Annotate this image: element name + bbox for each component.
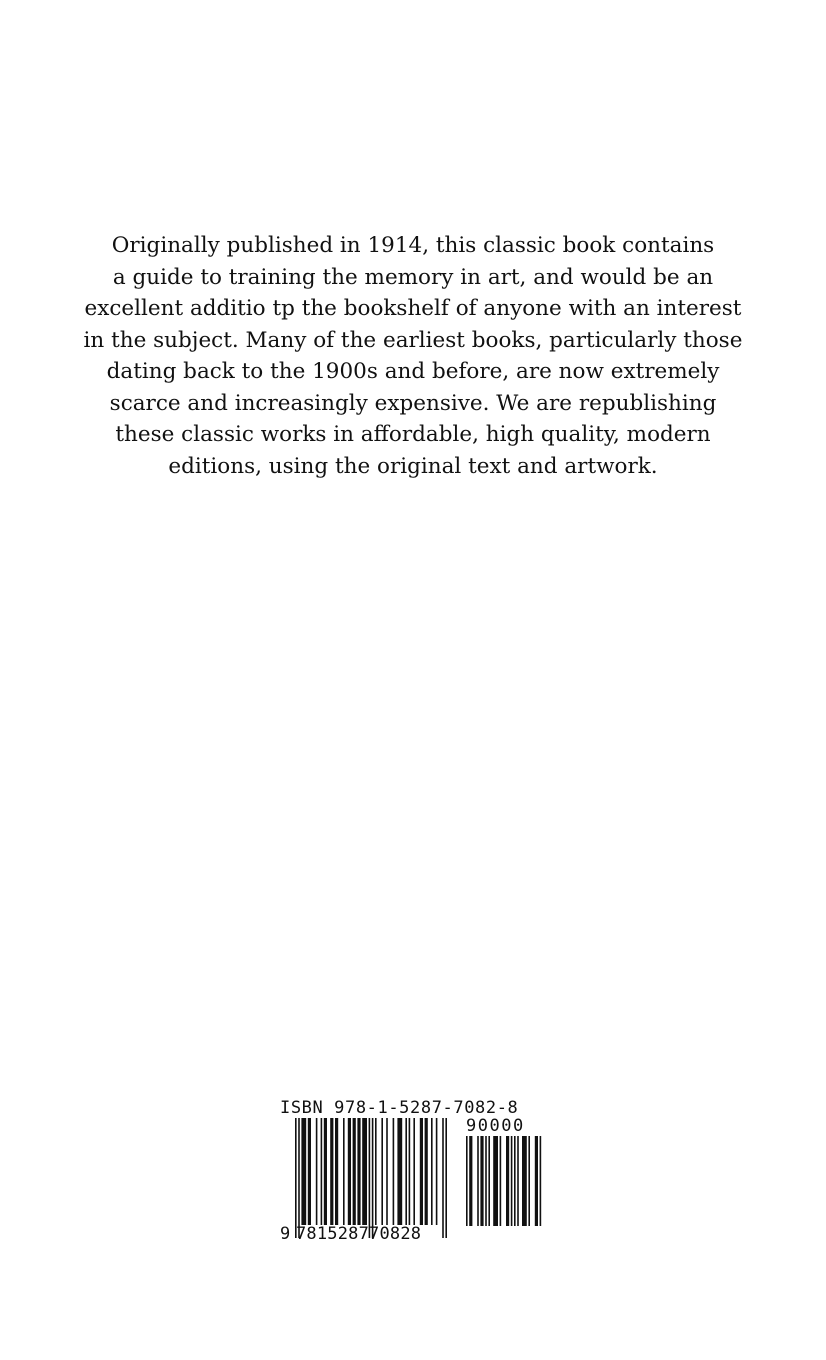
addon-bar <box>488 1136 490 1226</box>
barcode-bar <box>375 1118 377 1225</box>
addon-bar <box>477 1136 479 1226</box>
barcode-bar <box>330 1118 333 1225</box>
isbn-barcode <box>280 1098 544 1248</box>
addon-bar <box>522 1136 527 1226</box>
blurb-line: editions, using the original text and artwork. <box>168 453 658 479</box>
barcode-bar <box>298 1118 300 1238</box>
barcode-bar <box>362 1118 367 1225</box>
barcode-digits <box>280 1224 421 1244</box>
barcode-bar <box>301 1118 306 1225</box>
addon-bar <box>511 1136 513 1226</box>
addon-bar <box>466 1136 468 1226</box>
barcode-bar <box>316 1118 318 1225</box>
price-addon-digits: 90000 <box>466 1116 525 1136</box>
addon-bar <box>540 1136 542 1226</box>
barcode-bar <box>308 1118 311 1225</box>
barcode-main-digits: 781528770828 <box>296 1224 422 1244</box>
blurb-line: Originally published in 1914, this classic book contains <box>111 233 715 258</box>
blurb-line: these classic works in affordable, high quality, modern <box>115 422 711 447</box>
isbn-label: ISBN 978-1-5287-7082-8 <box>280 1098 519 1118</box>
addon-bar <box>506 1136 509 1226</box>
addon-bar <box>528 1136 530 1226</box>
barcode-bar <box>436 1118 438 1225</box>
barcode-bar <box>420 1118 423 1225</box>
barcode-bar <box>321 1118 323 1225</box>
barcode-bar <box>372 1118 374 1238</box>
addon-bar <box>469 1136 472 1226</box>
barcode-bar <box>445 1118 447 1238</box>
barcode-bar <box>409 1118 411 1225</box>
barcode-bar <box>397 1118 402 1225</box>
barcode-bar <box>348 1118 351 1225</box>
back-cover-blurb <box>80 230 746 482</box>
barcode-bar <box>369 1118 371 1238</box>
addon-bar <box>517 1136 519 1226</box>
blurb-line: dating back to the 1900s and before, are now extremely <box>106 359 720 384</box>
blurb-line: a guide to training the memory in art, and would be an <box>112 264 714 290</box>
addon-bar <box>493 1136 498 1226</box>
barcode-bar <box>393 1118 395 1225</box>
barcode-bar <box>431 1118 433 1225</box>
addon-bar <box>535 1136 538 1226</box>
blurb-line: in the subject. Many of the earliest books, particularly those <box>83 327 743 353</box>
barcode-bar <box>442 1118 444 1238</box>
barcode-bar <box>425 1118 428 1225</box>
blurb-line: excellent additio tp the bookshelf of anyone with an interest <box>84 296 742 321</box>
barcode-bar <box>295 1118 297 1238</box>
barcode-bar <box>357 1118 360 1225</box>
barcode-bar <box>413 1118 415 1225</box>
addon-bar <box>485 1136 487 1226</box>
barcode-bar <box>343 1118 345 1225</box>
barcode-bar <box>324 1118 327 1225</box>
barcode-bar <box>386 1118 388 1225</box>
addon-bar <box>500 1136 502 1226</box>
barcode-bar <box>381 1118 383 1225</box>
barcode-lead-digit: 9 <box>280 1224 291 1244</box>
addon-bar <box>514 1136 516 1226</box>
barcode-bar <box>405 1118 407 1225</box>
barcode-bar <box>353 1118 356 1225</box>
addon-bar <box>480 1136 483 1226</box>
barcode-bar <box>335 1118 338 1225</box>
blurb-line: scarce and increasingly expensive. We are republishing <box>109 390 717 416</box>
